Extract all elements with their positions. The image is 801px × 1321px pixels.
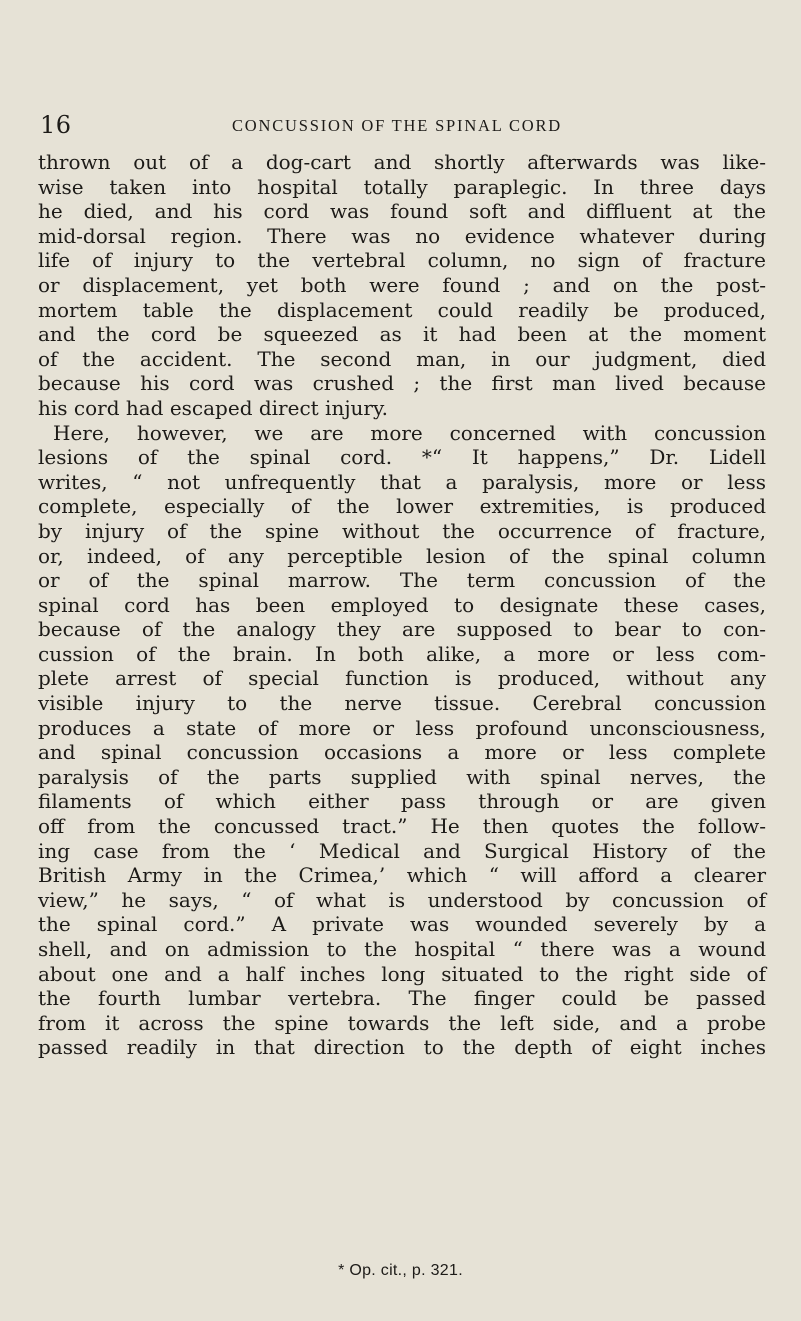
text-line: mid-dorsal region. There was no evidence whatever during [38, 223, 766, 248]
text-line: plete arrest of special function is produced, without any [38, 666, 766, 691]
text-line: spinal cord has been employed to designate these cases, [38, 592, 766, 617]
text-line: thrown out of a dog-cart and shortly afterwards was like- [38, 150, 766, 174]
text-line: because his cord was crushed ; the first man lived because [38, 371, 766, 396]
text-line: paralysis of the parts supplied with spinal nerves, the [38, 764, 766, 789]
text-line: filaments of which either pass through or are given [38, 789, 766, 814]
text-line: or, indeed, of any perceptible lesion of the spinal column [38, 543, 766, 568]
text-line: or of the spinal marrow. The term concussion of the [38, 568, 766, 593]
text-line: view,” he says, “ of what is understood by concussion of [38, 887, 766, 912]
text-line: British Army in the Crimea,’ which “ will afford a clearer [38, 863, 766, 888]
text-line: cussion of the brain. In both alike, a more or less com- [38, 641, 766, 666]
text-line: the fourth lumbar vertebra. The finger could be passed [38, 986, 766, 1011]
text-line: writes, “ not unfrequently that a paralysis, more or less [38, 469, 766, 494]
text-line: about one and a half inches long situated to the right side of [38, 961, 766, 986]
text-line: produces a state of more or less profound unconsciousness, [38, 715, 766, 740]
text-line: lesions of the spinal cord. *“ It happens,” Dr. Lidell [38, 445, 766, 470]
text-line: his cord had escaped direct injury. [38, 395, 388, 420]
body-text [38, 150, 766, 1060]
text-line: and spinal concussion occasions a more or less complete [38, 740, 766, 765]
text-line: of the accident. The second man, in our judgment, died [38, 346, 766, 371]
text-line: off from the concussed tract.” He then quotes the follow- [38, 814, 766, 839]
text-line: the spinal cord.” A private was wounded severely by a [38, 912, 766, 937]
text-line: shell, and on admission to the hospital “ there was a wound [38, 937, 766, 961]
text-line: mortem table the displacement could readily be produced, [38, 297, 766, 322]
text-line: wise taken into hospital totally paraplegic. In three days [38, 174, 766, 199]
running-title: CONCUSSION OF THE SPINAL CORD [232, 116, 562, 135]
page-header [28, 113, 766, 137]
text-line: life of injury to the vertebral column, no sign of fracture [38, 248, 766, 273]
page-number: 16 [40, 111, 72, 139]
text-line: he died, and his cord was found soft and diffluent at the [38, 199, 766, 224]
text-line: and the cord be squeezed as it had been at the moment [38, 322, 766, 347]
text-line: from it across the spine towards the left side, and a probe [38, 1010, 766, 1035]
footnote: * Op. cit., p. 321. [338, 1262, 463, 1279]
text-line: ing case from the ‘ Medical and Surgical History of the [38, 838, 766, 863]
text-line: by injury of the spine without the occurrence of fracture, [38, 518, 766, 543]
text-line: passed readily in that direction to the depth of eight inches [38, 1035, 766, 1060]
text-line: visible injury to the nerve tissue. Cerebral concussion [38, 691, 766, 716]
text-line: or displacement, yet both were found ; and on the post- [38, 272, 766, 297]
text-line: complete, especially of the lower extremities, is produced [38, 494, 766, 519]
text-line: Here, however, we are more concerned with concussion [53, 420, 766, 445]
text-line: because of the analogy they are supposed to bear to con- [38, 617, 766, 642]
